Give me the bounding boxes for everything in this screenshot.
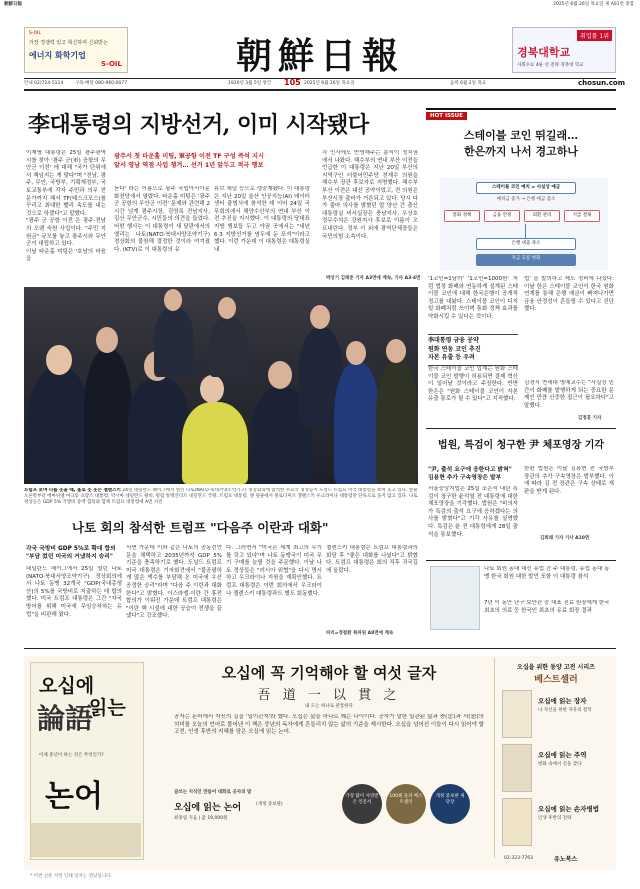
photo-person [154,307,194,377]
lead-byline: 박상기 김태준 기자 A3면에 계속, 기사 A3·4면 [326,276,421,281]
series-item-3-note: 인생 후반의 전략 [538,816,572,821]
warrant-byline: 김희래 기자 기사 A10면 [540,536,590,541]
ad-hanja-note: 내 도는 하나로 관통한다 [305,704,353,709]
stablecoin-pull-quote: 李대통령 금융 공약 원화 연동 코인 추진 자본 유출 등 우려 [428,334,518,366]
promo-thumb-1 [430,566,480,630]
ad-main-head: 오십에 꼭 기억해야 할 여섯 글자 [221,664,437,682]
ad-body: 공자는 논어에서 자신의 길을 '일이관지'라 했다. 오십은 삶을 하나로 꿰는 나이이다. 공자가 말한 일관된 삶과 충(忠)과 서(恕)의 의미를 오늘의 언어로 풀어낸 이 책은 중년의 독자에게 흔들리지 않는 삶의 기준을 제시한다. 오십을 넘어선 이들이 다시 읽어야 할 고전, 인생 후반의 지혜를 담은 오십에 읽는 논어. [174,714,484,736]
stablecoin-headline: 스테이블 코인 뛰길래… 한은까지 나서 경고하나 [463,129,579,158]
book-band [31,823,141,857]
photo-head [218,297,236,319]
nato-col1: 네덜란드 헤이그에서 25일 열린 나토(NATO·북대서양조약기구) 정상회의에서 나토 동맹 32개국 "GDP(국내총생산)의 5%를 국방비로 지출하는 데 합의했다. 미국 트럼프 대통령은 그간 "자국 방어를 위해 미국에 무임승차하는 유럽"을 비판해 왔다. [26,566,122,618]
photo-person-blue [334,362,380,484]
photo-head [310,305,330,329]
book-title-4: 논어 [45,779,103,814]
ad-rule [24,648,616,649]
promo-text1: 나토 회원 동대 대신 유럽 간 주 대통령, 유럽 동대 동맹 한국 회원 대한 발언 포함 이 대통령 참석 [484,566,610,580]
badge-1: 가장 많이 사랑받은 인문서 [342,784,382,824]
nato-col4: 젤렌스키 대통령은 트럼프 대통령과의 회담 후 "좋은 대화를 나눴다"고 밝혔다. 트럼프 대통령은 회의 직후 귀국길에 올랐다. [326,545,418,574]
book-cover [30,662,144,860]
issue-number: 105 [284,78,301,87]
rule-top [24,78,616,79]
series-item-1-title: 오십에 읽는 장자 [538,697,587,705]
ad-soil-line1: S-OIL [29,31,41,36]
photo-caption-bold: 트럼프 보며 다를 웃을 때, 홀로 웃 웃는 젤렌스키 [24,488,121,493]
photo-person [376,359,418,484]
series-sub: 베스트셀러 [534,675,578,685]
nato-col2: 서면 가운데 이와 같은 나토의 공동선언문을 채택하고 2035년까지 GDP 5% 기준을 충족하기로 했다. 도널드 트럼프 미국 대통령은 기자회견에서 "불공평하게 많은 액수를 부담해 온 미국에 우선 공정한 승리"라며 "다음 주 이란과 대화한다"고 밝혔다. 이스라엘·이란 간 휴전 합의가 이뤄진 가운데 트럼프 대통령은 "이란 핵 시설에 대한 공습이 전쟁을 끝냈다"고 강조했다. [126,545,222,620]
photo-person [128,377,190,484]
ad-publisher: 유노북스 [554,856,578,863]
lead-deck: 광주서 첫 타운홀 미팅, 軍공항 이전 TF 구성 즉석 지시 앞서 영남 역점 사업 챙겨… 선거 1년 앞두고 적극 행보 [114,153,264,169]
nato-photo [24,287,418,484]
ad-price: 최종엽 지음 | 값 19,000원 [174,816,228,821]
stablecoin-body4: 김경식 연세대 명예교수는 "사실상 민간이 화폐를 발행하게 되는 중요한 문제인 만큼 신중한 접근이 필요하다"고 말했다. [524,380,614,409]
brand-small: 朝鮮日報 [4,2,22,7]
issue-text: 2025년 6월 26일 목요일 [304,81,355,86]
flow-bottom: 은행 대출 축소 [476,238,576,250]
series-item-3-title: 오십에 읽는 손자병법 [538,805,600,813]
stablecoin-body1: '1코인=1달러' '1코인=1000원' 처럼 법정 화폐와 연동하게 설계된 스테이블 코인에 대해 한국은행이 공개적 경고를 내놨다. 스테이블 코인이 디지털 화폐처럼 쓰이며 통화 정책 효과를 약화시킬 수 있다는 것이다. [428,276,518,320]
photo-head [200,375,224,403]
nato-headline: 나토 회의 참석한 트럼프 "다음주 이란과 대화" [72,520,329,535]
flow-b1: 통화 정책 [444,210,480,222]
badge-3: 개정 증보판 새 단장 [430,784,470,824]
info-mid: 구독·배달 080-960-0077 [75,81,128,86]
photo-head [96,327,118,353]
ad-phone: 02-323-7763 [504,856,534,861]
flow-top: 스테이블 코인 예치 = 사실상 예금 [476,182,576,194]
nato-byline: 파리=정철환 특파원 A8면에 계속 [326,631,394,636]
ad-hanja: 吾 道 一 以 貫 之 [257,688,401,703]
site-link[interactable]: chosun.com [578,79,625,87]
footnote: * 이번 신문 지면 인쇄 일자는 전날입니다. [30,874,112,879]
ad-series-title: 오십에 읽는 논어 [174,803,242,813]
ad-soil[interactable] [24,27,128,73]
hot-issue-tag: HOT ISSUE [426,112,467,120]
rule-masthead [24,89,616,91]
book-title-3: 읽는 [89,697,126,719]
sidebar2-rule [426,428,616,429]
ad-knu-line2: 경북대학교 [517,46,571,59]
ad-series-sub: (개정 증보판) [256,802,283,807]
lead-col3: 튜브 채널 등으로 생중계됐다. 이 대통령은 지난 20일 울산 인공지능(AI) 데이터센터 출범식에 참석한 데 이어 24일 국무회의에서 해양수산부의 연내 부산 이전 추진을 지시했다. 이 대통령의 당대표 지방 행보들 두고 야권 곳에서는 "내년 6·3 지방선거를 염두에 둔 포석"이라고 했다. 이런 가운데 이 대통령은 대통령실 내 [214,186,310,253]
soil-logo: S-OIL [101,60,122,68]
series-item-1-note: 나 자신을 위한 자유의 철학 [538,708,592,713]
series-item-2-note: 변화 속에서 길을 찾다 [538,762,582,767]
photo-person [210,317,248,377]
warrant-body2: 한편 법원은 이날 김용현 전 국방부 장관의 추가 구속영장은 발부했다. 이에 따라 김 전 장관은 구속 상태로 재판을 받게 된다. [524,466,614,495]
edition: 1920년 3월 5일 창간 [228,81,272,86]
photo-head [46,345,72,375]
flow-bottom2: 자금 흐름 변화 [476,254,576,266]
ad-knu-line1: 취업률 1위 [577,30,612,41]
flow-b2: 금융 안정 [484,210,520,222]
photo-caption-text: 24일 네덜란드 헤이그에서 열린 나토(NATO·북대서양조약기구) 정상회의에 참석한 주요국 정상들이 도널드 트럼프 미국 대통령을 보며 웃고 있다. 앞줄 오른쪽부터 에마뉘엘 마크롱 프랑스 대통령, 막시마 네덜란드 왕비, 빌럼 알렉산더르 네덜란드 국왕, 트럼프 대통령. 맨 뒷줄에서 볼로디미르 젤렌스키 우크라이나 대통령만 단독으로 웃지 않고 있다. 나토 정상들은 GDP 5% 국방비 증액 합의와 함께 트럼프 대통령에 A면 사진 [24,488,418,505]
promo-text2: 7년 이 동안 단구 보안관 중 대표 진료 원장에게 한국 최초의 의료 등 한국인 최초의 유료 회장 결과 [484,600,610,614]
flow-connector [525,224,526,238]
series-book-1 [502,690,532,738]
ad-series-tag: 글쓰는 지식인 만들어 대화로 공자의 말 [174,790,252,795]
series-book-3 [502,798,532,846]
badge-2: 100쇄 돌파 베스트셀러 [386,784,426,824]
stablecoin-byline: 김정훈 기자 [578,416,602,421]
warrant-body: 서울중앙지법은 25일 조은석 내란 특검이 청구한 윤석열 전 대통령에 대한 체포영장을 기각했다. 법원은 "피의자가 특검의 출석 요구에 응하겠다는 의사를 밝혔다"고 기각 사유를 설명했다. 특검은 윤 전 대통령에게 28일 출석을 통보했다. [428,486,518,538]
photo-person [84,349,132,484]
series-item-2-title: 오십에 읽는 주역 [538,751,587,759]
lead-col1: 이재명 대통령은 25일 광주광역시를 찾아 '광주 군(軍) 공항의 무안군 이전' 에 대해 "국가 단위에서 책임지는 게 맞다"며 "전남, 광주, 무안, 국방부, 기획재정부, 국토교통부에 각자 주민과 의무 전문가까지 해서 TF(태스크포스)를 꾸리고 최대한 빨리 속도를 내는 것으로 하겠다"고 말했다. "광주 군 공항 이전 은 광주·전남의 오랜 숙원 사업이다. "주민 지원금" 규모를 놓고 광주시와 무안군이 대립하고 있다. 이날 타운홀 미팅은 '호남의 마음을 [26,150,106,263]
book-title-1: 오십에 [39,675,95,697]
photo-head [164,289,182,311]
warrant-headline: 법원, 특검이 청구한 尹 체포영장 기각 [437,440,605,451]
series-title: 오십을 위한 동양 고전 시리즈 [517,664,595,671]
stablecoin-body3: 한국 스테이블 코인 업계는 원화 스테이블 코인 발행이 허용되면 결제 혁신이 일어날 것이라고 주장한다. 반면 한은은 "원화 스테이블 코인이 자본 유출 통로가 될 수 있다"고 지적했다. [428,366,518,403]
bottom-ad[interactable] [24,656,616,870]
ad-soil-line2: 가장 경쟁력 있고 혁신하며 신뢰받는 [29,40,108,46]
photo-person [28,367,90,484]
warrant-deck: "尹, 출석 요구에 응한다고 밝혀" 김용현 추가 구속영장은 발부 [428,467,512,481]
ad-divider [494,658,495,858]
ad-knu[interactable] [512,27,616,73]
top-right-info: 2025년 6월 26일 목요일 제 A01면 종합 [553,2,634,7]
photo-person-yellow [182,402,248,484]
book-note: 이제 중년이 하는 것은 무엇인가? [39,753,104,758]
series-book-2 [502,744,532,792]
issue-right: 음력 6월 2일 목요 [450,81,487,86]
flow-top-sub: 예치금 증가 → 은행 예금 감소 [496,197,556,202]
ad-knu-line3: 사회수요 4륜 선 전략 경북대 학교 [517,63,584,68]
lead-headline: 李대통령의 지방선거, 이미 시작됐다 [28,112,369,138]
stablecoin-diagram [440,178,608,270]
flow-b3: 외환 관리 [524,210,560,222]
lead-col4: 각 인사에도 반영해주는 분석이 정치권에서 나왔다. 해수부의 연내 부산 이전을 언급한 이 대통령은 지난 20일 부산의 지역구인 더불어민주당 전재수 의원을 해수부 장관 후보자로 지명했다. 해수부 부산 이전은 대선 공약이었고, 전 의원은 부산시장 출마가 거론되고 있다. 당시 다가 출마 의사를 밝혔던 말 양산 간 출신 대통령실 비서실장은 충남지사, 우상호 정무수석은 강원지사 후보로 이름이 오르내린다. 정부 이 외에 광역단체장들은 국민의힘 소속이다. [322,150,418,240]
promo-rule [426,560,616,561]
nato-col3: 다. 그러면서 "미국은 세계 최고의 무기를 갖고 있다"며 나토 동맹국이 미국 무기 구매를 늘릴 것을 주문했다. 이날 나토 정상들은 "러시아 위협"을 다시 명시하고 우크라이나 지원을 재확인했다. 트럼프 대통령은 이번 회의에서 우크라이나 젤렌스키 대통령과도 별도 회동했다. [226,545,322,597]
photo-head [386,339,406,363]
masthead: 朝鮮日報 [235,35,404,77]
ad-soil-line3: 에너지 화학기업 [29,51,86,60]
photo-head [268,361,292,389]
stablecoin-body2: 법' 을 발의하고 제도 정비에 나섰다. 이날 한은 스테이블 코인이 한국 원화 연계를 통해 은행 예금이 빠져나가면 금융 안정성이 흔들릴 수 있다고 진단했다. [524,276,614,313]
photo-head [346,341,366,365]
photo-caption [24,488,418,512]
book-title-2: 論語 [37,702,94,735]
lead-col2: 듣다' 라는 이름으로 광주 국립아시아문화전당에서 열렸다. 타운홀 미팅은 '광주 군 공항의 무안군 이전' 문제와 관련해 2시간 넘게 광주시장, 김영록 전남지사, 김산 무안군수, 시민들의 의견을 들었다. 어떤 행사는 이 대통령이 새 달판에서의 엘리는 나토(NATO·북대서양조약기구) 정상회의 불참해 결정한 것이라 여겨졌다. (KTV)로 이 대통령의 유 [114,186,210,253]
info-left: 안내 02)724-5114 [24,81,64,86]
flow-b4: 지급 결제 [564,210,600,222]
nato-deck: 각국 국방비 GDP 5%로 확대 합의 "부담 컸던 미국의 거냈하지 승리" [26,546,116,560]
